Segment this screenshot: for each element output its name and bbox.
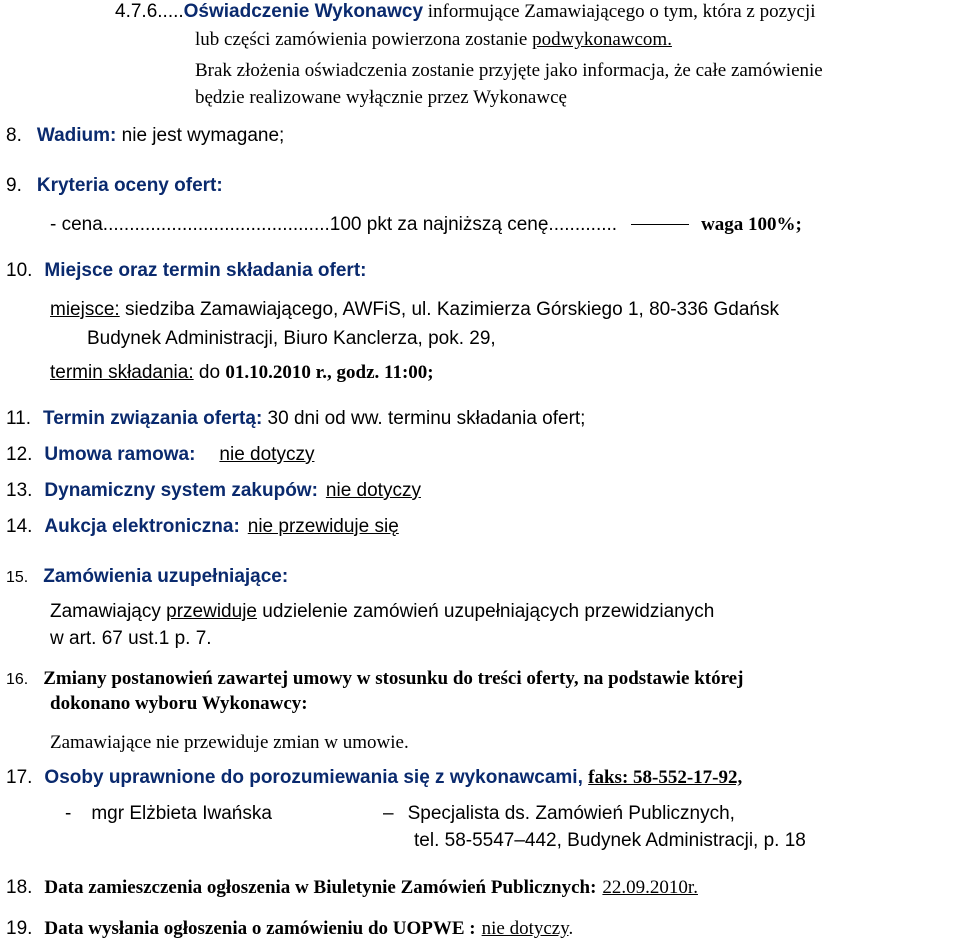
section-10-place — [50, 298, 779, 322]
section-value: nie dotyczy — [325, 480, 421, 501]
section-label: Zamówienia uzupełniające: — [43, 566, 289, 587]
criterion-text: - cena...........................................100 pkt za najniższą cenę............. — [50, 214, 618, 235]
section-text: lub części zamówienia powierzona zostanie — [195, 29, 533, 50]
section-number: 11. — [6, 408, 32, 429]
section-label: Wadium: — [36, 125, 117, 146]
fax-number: faks: 58-552-17-92, — [588, 767, 743, 788]
underlined-text: podwykonawcom. — [532, 29, 672, 50]
section-10-deadline — [50, 361, 434, 385]
section-text: Zamawiający — [50, 601, 167, 622]
section-16 — [6, 667, 743, 692]
section-14 — [6, 515, 399, 539]
section-12 — [6, 443, 314, 467]
contact-person — [65, 802, 272, 826]
contact-details: tel. 58-5547–442, Budynek Administracji, p. 18 — [414, 830, 806, 851]
section-label: Kryteria oceny ofert: — [36, 175, 223, 196]
person-role: Specjalista ds. Zamówień Publicznych, — [407, 803, 735, 824]
section-heading: Oświadczenie Wykonawcy — [183, 1, 424, 22]
deadline-label: termin składania: — [50, 362, 194, 383]
section-4-7-6-line3: Brak złożenia oświadczenia zostanie przyjęte jako informacja, że całe zamówienie — [195, 60, 823, 81]
section-tail: . — [568, 918, 574, 939]
section-label: Aukcja elektroniczna: — [44, 516, 240, 537]
section-11 — [6, 407, 585, 431]
deadline-prefix: do — [193, 362, 226, 383]
person-name: mgr Elżbieta Iwańska — [91, 803, 272, 824]
section-text: nie jest wymagane; — [116, 125, 285, 146]
section-text: informujące Zamawiającego o tym, która z pozycji — [423, 1, 816, 22]
section-text: udzielenie zamówień uzupełniających przewidzianych — [256, 601, 715, 622]
section-4-7-6-line4: będzie realizowane wyłącznie przez Wykonawcę — [195, 87, 567, 108]
section-number: 14. — [6, 516, 33, 537]
section-number: 18. — [6, 877, 33, 898]
section-number: 13. — [6, 480, 33, 501]
section-13 — [6, 479, 421, 503]
underlined-text: przewiduje — [166, 601, 257, 622]
section-label: Zmiany postanowień zawartej umowy w stosunku do treści oferty, na podstawie której — [43, 668, 744, 689]
place-label: miejsce: — [50, 299, 120, 320]
section-number: 12. — [6, 444, 33, 465]
section-number: 8. — [6, 125, 22, 146]
section-15 — [6, 565, 288, 590]
section-value: nie przewiduje się — [247, 516, 399, 537]
section-10 — [6, 259, 366, 283]
deadline-value: 01.10.2010 r., godz. 11:00; — [225, 362, 434, 383]
section-10-place-line2: Budynek Administracji, Biuro Kanclerza, pok. 29, — [87, 328, 496, 349]
section-number: 16. — [6, 671, 29, 688]
section-label: Termin związania ofertą: — [43, 408, 263, 429]
section-16-label-line2: dokonano wyboru Wykonawcy: — [50, 693, 308, 714]
section-label: Umowa ramowa: — [44, 444, 196, 465]
section-number: 4.7.6..... — [115, 1, 184, 22]
section-label: Miejsce oraz termin składania ofert: — [44, 260, 367, 281]
section-label: Dynamiczny system zakupów: — [44, 480, 318, 501]
place-text: siedziba Zamawiającego, AWFiS, ul. Kazimierza Górskiego 1, 80-336 Gdańsk — [119, 299, 780, 320]
section-label: Data zamieszczenia ogłoszenia w Biuletynie Zamówień Publicznych: — [44, 877, 597, 898]
section-9-criterion — [50, 213, 802, 237]
role-dash: – — [383, 803, 394, 824]
person-dash: - — [65, 803, 72, 824]
section-15-text-line2: w art. 67 ust.1 p. 7. — [50, 628, 212, 649]
section-value: nie dotyczy — [481, 918, 569, 939]
section-value: nie dotyczy — [219, 444, 315, 465]
criterion-weight: waga 100%; — [701, 214, 802, 235]
section-15-text — [50, 600, 714, 624]
section-number: 10. — [6, 260, 33, 281]
contact-role — [383, 802, 735, 826]
section-4-7-6-line1 — [115, 0, 816, 24]
section-4-7-6-line2 — [195, 28, 672, 52]
section-8 — [6, 124, 284, 148]
dash-line — [631, 224, 689, 225]
section-label: Osoby uprawnione do porozumiewania się z wykonawcami, — [44, 767, 589, 788]
section-17 — [6, 766, 742, 790]
section-number: 15. — [6, 569, 29, 586]
section-text: 30 dni od ww. terminu składania ofert; — [262, 408, 586, 429]
section-number: 19. — [6, 918, 33, 939]
section-number: 17. — [6, 767, 33, 788]
section-18 — [6, 876, 698, 900]
section-16-text: Zamawiające nie przewiduje zmian w umowie. — [50, 732, 409, 753]
section-9 — [6, 174, 223, 198]
section-label: Data wysłania ogłoszenia o zamówieniu do UOPWE : — [44, 918, 476, 939]
section-value: 22.09.2010r. — [602, 877, 698, 898]
section-number: 9. — [6, 175, 22, 196]
section-19 — [6, 917, 573, 941]
